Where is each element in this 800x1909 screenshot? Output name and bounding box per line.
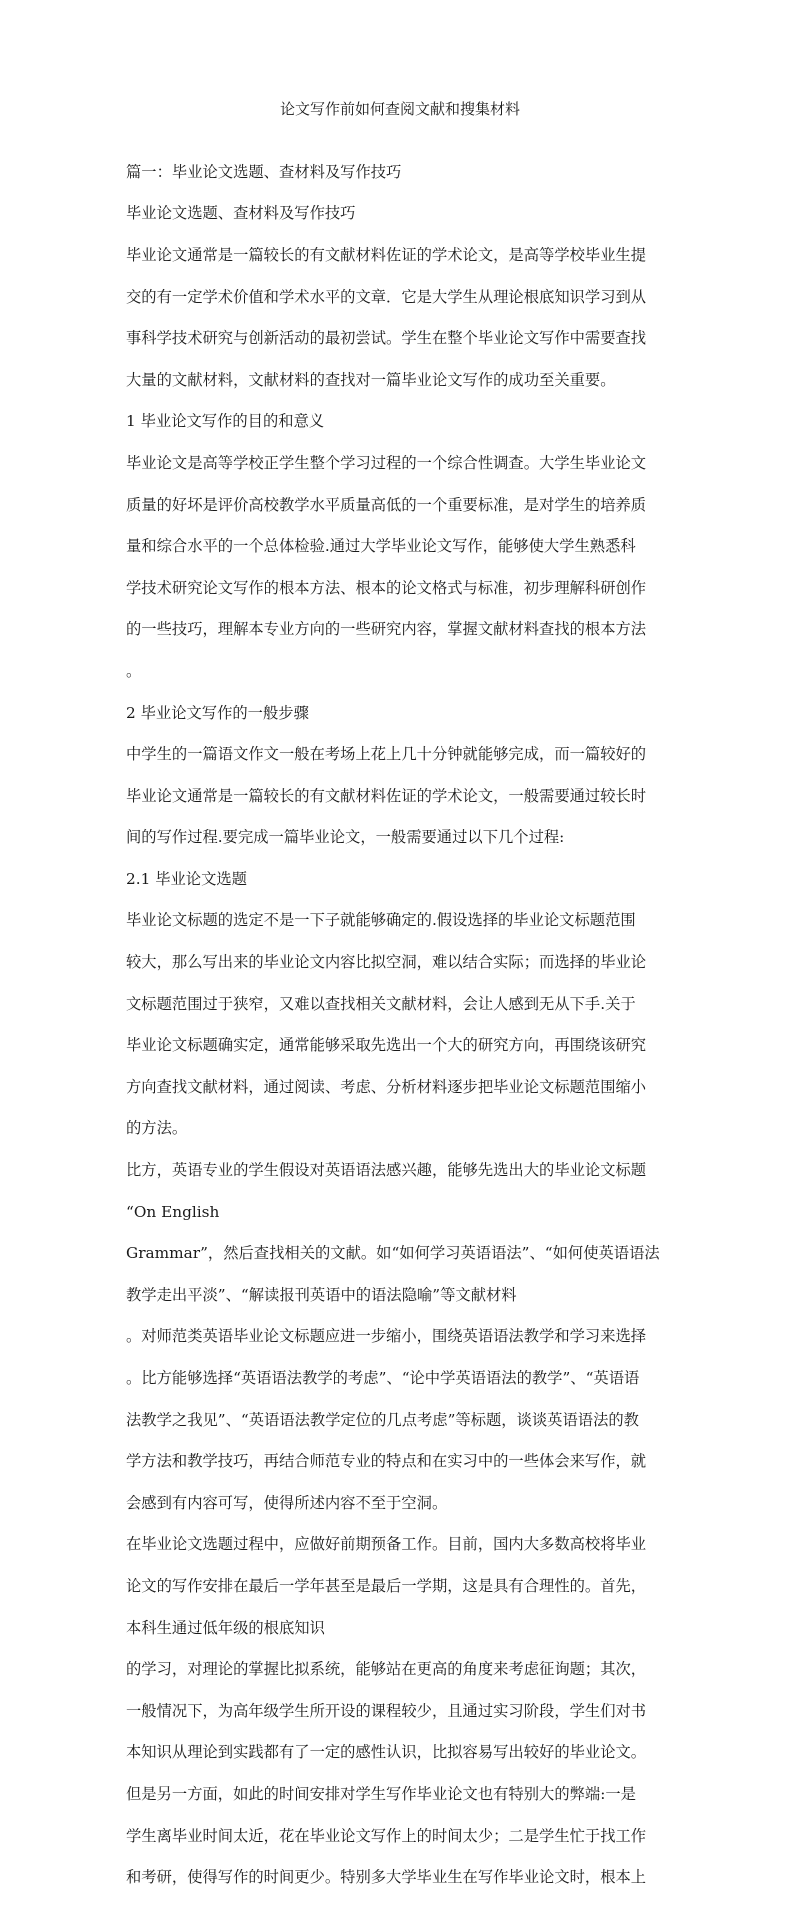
paragraph-line: 中学生的一篇语文作文一般在考场上花上几十分钟就能够完成，而一篇较好的	[126, 745, 647, 764]
paragraph-line: 毕业论文标题的选定不是一下子就能够确定的.假设选择的毕业论文标题范围	[126, 911, 636, 930]
paragraph-line: 论文的写作安排在最后一学年甚至是最后一学期，这是具有合理性的。首先，	[126, 1576, 647, 1595]
paragraph-line: 。比方能够选择“英语语法教学的考虑”、“论中学英语语法的教学”、“英语语	[126, 1369, 640, 1388]
paragraph-line: 量和综合水平的一个总体检验.通过大学毕业论文写作，能够使大学生熟悉科	[126, 537, 636, 556]
numbered-heading: 1 毕业论文写作的目的和意义	[126, 412, 325, 431]
paragraph-line: 的一些技巧，理解本专业方向的一些研究内容，掌握文献材料查找的根本方法	[126, 620, 647, 639]
paragraph-line: 一般情况下，为高年级学生所开设的课程较少，且通过实习阶段，学生们对书	[126, 1701, 647, 1720]
section-heading: 篇一：毕业论文选题、查材料及写作技巧	[126, 162, 402, 181]
paragraph-line: 教学走出平淡”、“解读报刊英语中的语法隐喻”等文献材料	[126, 1285, 517, 1304]
paragraph-line: 大量的文献材料，文献材料的查找对一篇毕业论文写作的成功至关重要。	[126, 370, 616, 389]
paragraph-line: 本科生通过低年级的根底知识	[126, 1618, 325, 1637]
paragraph-line: 方向查找文献材料，通过阅读、考虑、分析材料逐步把毕业论文标题范围缩小	[126, 1077, 647, 1096]
paragraph-line: 学方法和教学技巧，再结合师范专业的特点和在实习中的一些体会来写作，就	[126, 1452, 647, 1471]
paragraph-line: 较大，那么写出来的毕业论文内容比拟空洞，难以结合实际；而选择的毕业论	[126, 953, 647, 972]
paragraph-line: 学技术研究论文写作的根本方法、根本的论文格式与标准，初步理解科研创作	[126, 578, 647, 597]
paragraph-line: 文标题范围过于狭窄，又难以查找相关文献材料，会让人感到无从下手.关于	[126, 994, 636, 1013]
paragraph-line: 毕业论文通常是一篇较长的有文献材料佐证的学术论文，一般需要通过较长时	[126, 786, 647, 805]
paragraph-line: 的方法。	[126, 1119, 188, 1138]
numbered-heading: 2.1 毕业论文选题	[126, 869, 247, 888]
document-title: 论文写作前如何查阅文献和搜集材料	[279, 100, 520, 118]
paragraph-line: “On English	[126, 1202, 220, 1221]
paragraph-line: 的学习，对理论的掌握比拟系统，能够站在更高的角度来考虑征询题；其次，	[126, 1660, 647, 1679]
paragraph-line: 本知识从理论到实践都有了一定的感性认识，比拟容易写出较好的毕业论文。	[126, 1743, 647, 1762]
paragraph-line: 。	[126, 661, 142, 680]
paragraph-line: 毕业论文是高等学校正学生整个学习过程的一个综合性调查。大学生毕业论文	[126, 453, 647, 472]
paragraph-line: 法教学之我见”、“英语语法教学定位的几点考虑”等标题，谈谈英语语法的教	[126, 1410, 639, 1429]
paragraph-line: 交的有一定学术价值和学术水平的文章．它是大学生从理论根底知识学习到从	[126, 287, 647, 306]
paragraph-line: 会感到有内容可写，使得所述内容不至于空洞。	[126, 1493, 448, 1512]
paragraph-line: 间的写作过程.要完成一篇毕业论文，一般需要通过以下几个过程:	[126, 828, 565, 847]
paragraph-line: Grammar”，然后查找相关的文献。如“如何学习英语语法”、“如何使英语语法	[126, 1244, 660, 1263]
paragraph-line: 比方，英语专业的学生假设对英语语法感兴趣，能够先选出大的毕业论文标题	[126, 1161, 647, 1180]
paragraph-line: 学生离毕业时间太近，花在毕业论文写作上的时间太少；二是学生忙于找工作	[126, 1826, 647, 1845]
document-body	[126, 141, 678, 1909]
paragraph-line: 。对师范类英语毕业论文标题应进一步缩小，围绕英语语法教学和学习来选择	[126, 1327, 647, 1346]
paragraph-line: 和考研，使得写作的时间更少。特别多大学毕业生在写作毕业论文时，根本上	[126, 1868, 647, 1887]
paragraph-line: 在毕业论文选题过程中，应做好前期预备工作。目前，国内大多数高校将毕业	[126, 1535, 647, 1554]
numbered-heading: 2 毕业论文写作的一般步骤	[126, 703, 309, 722]
subsection-heading: 毕业论文选题、查材料及写作技巧	[126, 204, 356, 223]
paragraph-line: 但是另一方面，如此的时间安排对学生写作毕业论文也有特别大的弊端:一是	[126, 1784, 636, 1803]
paragraph-line: 毕业论文标题确实定，通常能够采取先选出一个大的研究方向，再围绕该研究	[126, 1036, 647, 1055]
paragraph-line: 质量的好坏是评价高校教学水平质量高低的一个重要标准，是对学生的培养质	[126, 495, 647, 514]
paragraph-line: 事科学技术研究与创新活动的最初尝试。学生在整个毕业论文写作中需要查找	[126, 329, 647, 348]
paragraph-line: 毕业论文通常是一篇较长的有文献材料佐证的学术论文，是高等学校毕业生提	[126, 245, 647, 264]
